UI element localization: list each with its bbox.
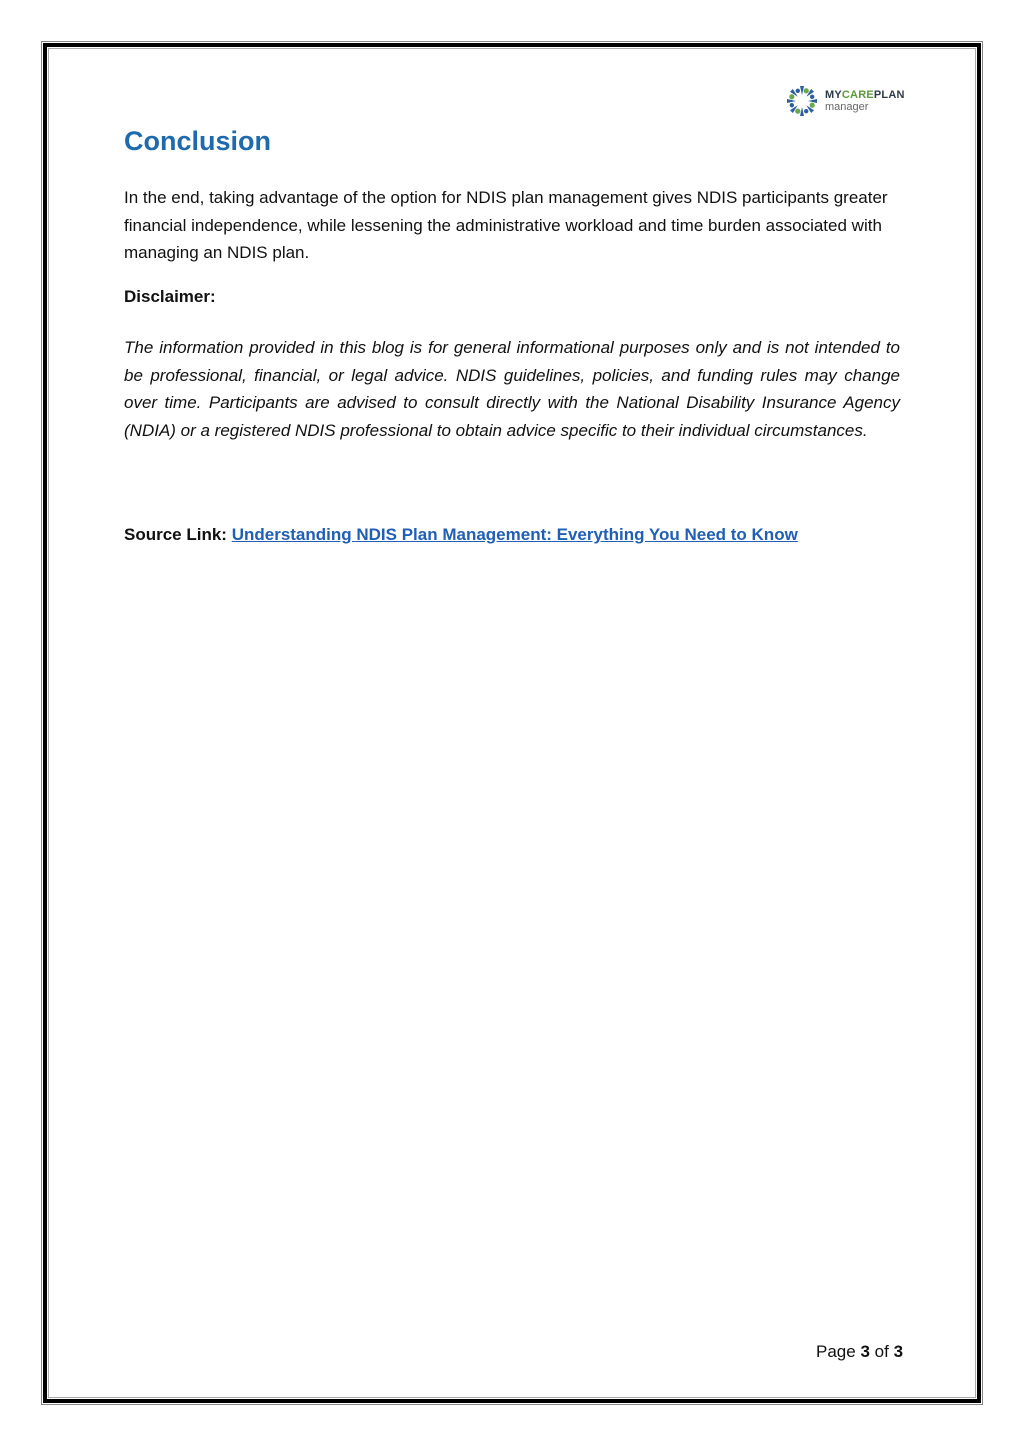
page-number xyxy=(816,1342,903,1362)
logo-brand-care: CARE xyxy=(841,88,874,101)
source-line xyxy=(124,525,798,545)
logo-people-circle-icon xyxy=(785,84,819,118)
section-heading: Conclusion xyxy=(124,126,271,156)
disclaimer-text: The information provided in this blog is for general informational purposes only and is not intended to be professional, financial, or legal advice. NDIS guidelines, policies, and funding rules may change over time. Participants are advised to consult directly with the National Disability Insurance Agency (NDIA) or a registered NDIS professional to obtain advice specific to their individual circumstances. xyxy=(124,338,900,440)
page-prefix: Page xyxy=(816,1342,856,1361)
disclaimer-label: Disclaimer: xyxy=(124,287,216,306)
source-label: Source Link: xyxy=(124,525,227,544)
company-logo xyxy=(785,84,905,118)
page-current: 3 xyxy=(860,1342,870,1361)
logo-brand-suffix: PLAN xyxy=(873,88,905,101)
page-total: 3 xyxy=(893,1342,904,1361)
logo-brand xyxy=(825,90,905,101)
conclusion-paragraph: In the end, taking advantage of the option for NDIS plan management gives NDIS participants greater financial independence, while lessening the administrative workload and time burden associated with managing an NDIS plan. xyxy=(124,188,888,262)
source-link[interactable]: Understanding NDIS Plan Management: Everything You Need to Know xyxy=(231,525,798,544)
page-of: of xyxy=(874,1342,889,1361)
logo-text xyxy=(825,90,905,113)
logo-subtitle: manager xyxy=(825,100,869,113)
logo-brand-prefix: MY xyxy=(825,88,842,101)
